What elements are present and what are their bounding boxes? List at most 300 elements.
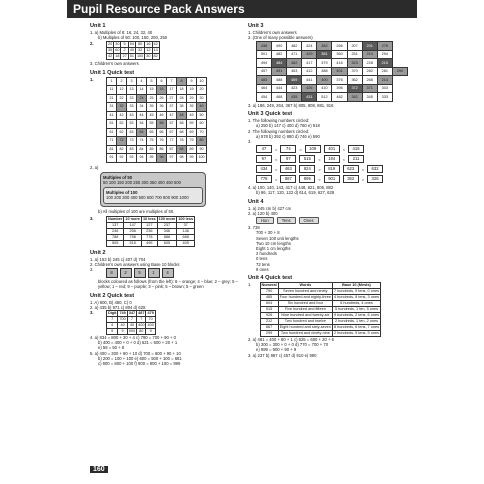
table-cell: 323 [347,59,362,68]
table-cell: 2 [117,77,127,86]
table-cell: 51 [107,120,117,129]
table-cell: 900 [128,329,136,334]
table-cell: 23 [127,94,137,103]
unit3-grid [256,41,408,102]
table-cell: 84 [137,145,147,154]
table-header: Number [108,216,123,221]
number-box: 194 [324,155,340,163]
table-cell: 75 [147,137,157,146]
table-header: 10 less [142,216,156,221]
left-column [90,20,240,366]
table-cell: 55 [147,120,157,129]
table-cell: 77 [167,137,177,146]
table-cell: 7 hundreds, 9 tens, 0 ones [334,288,379,293]
table-cell: 396 [332,84,347,93]
table-header: Words [278,282,332,288]
table-cell: 80 [137,329,146,335]
unit2-q3-label: 3. [90,267,94,273]
bubble-title-50: Multiples of 50 [103,174,133,180]
table-cell: 444 [272,84,287,93]
answer-line: 4. a) 834 = 800 + 30 + 4 c) 790 = 700 + 90 + 0 [90,335,176,341]
table-cell: 127 [141,222,157,228]
answer-line: e) 58 = 50 + 8 [98,345,125,351]
bubble-title-100: Multiples of 100 [106,190,138,196]
table-cell: 54 [129,42,134,47]
table-cell: Seven hundred and ninety [278,288,332,294]
unit3-q3: 3. a) 186, 249, 264, 367 b) 805, 808, 881, 916 [248,102,334,108]
table-cell: 333 [377,93,392,102]
table-cell: 360 [332,50,347,59]
table-cell: 60 [115,48,120,53]
unit2qt-q5 [90,351,240,367]
table-cell: Four hundred and eighty-three [279,294,331,299]
unit2-q3-text: blocks coloured as follows (from the left): 8 – orange; 4 – blue; 2 – grey; 5 – yellow; 1 – red; 9 – purple; 3 – pink; 5 – brown; 5 – green [98,279,238,290]
unit2-q2: 2. Children's own answers using Base 10 blocks [90,262,180,268]
answer-line: 8 ones [256,266,269,272]
table-cell: 457 [257,67,272,76]
place-value-label: Ones [299,217,319,224]
table-cell: 12 [146,48,151,53]
table-cell: 346 [157,228,177,234]
table-cell: 93 [127,154,137,163]
table-cell: 9 [187,77,197,86]
table-cell: 146 [177,228,195,234]
table-cell: Two hundred and twelve [278,318,332,324]
base10-blocks [106,268,174,278]
table-row [107,240,195,246]
table-cell: 246 [107,228,124,234]
table-cell: 41 [107,111,117,120]
unit1-heading: Unit 1 [90,23,106,29]
comparison-sign: < [342,156,346,162]
table-cell: 379 [317,59,332,68]
bubble-line-50: 50 100 150 200 250 300 350 400 450 500 [103,180,182,186]
base10-block: 8 [106,268,118,278]
table-cell: 25 [147,94,157,103]
place-value-label: Tens [277,217,296,224]
table-cell: 79 [187,137,197,146]
table-cell: 342 [347,93,362,102]
table-header: 347 [128,311,136,316]
answer-line: Two 10 cm lengths [256,240,291,246]
right-column [248,20,408,358]
table-cell: 58 [177,120,187,129]
table-cell: 36 [157,103,167,112]
unit1qt-q2b: b) All multiples of 100 are multiples of 50. [98,208,175,214]
unit4qt-q1-label: 1. [248,281,252,287]
table-cell: 18 [177,86,187,95]
digit-value-table [106,310,156,335]
unit1-q1b: b) Multiples of 50: 100, 150, 200, 250 [98,35,168,41]
table-cell: 372 [347,84,362,93]
table-cell: 256 [124,228,142,234]
table-cell: 40 [129,48,134,53]
table-cell: 201 [362,42,377,51]
table-row [107,86,207,95]
number-box: 463 [280,165,296,173]
base10-block: 4 [162,268,174,278]
table-cell: 276 [377,42,392,51]
table-cell: 3 [127,77,137,86]
answer-line: Eight 1 cm lengths [256,245,291,251]
table-cell: 4 [107,323,118,329]
table-cell: 15 [147,86,157,95]
table-cell: 73 [127,137,137,146]
unit3qt-q3-label: 3. [248,138,252,144]
table-cell: 42 [153,42,158,47]
unit4qt-heading: Unit 4 Quick test [248,274,293,281]
table-cell: 92 [117,154,127,163]
table-row [257,84,408,93]
table-row [107,128,207,137]
compare-row [256,175,408,183]
table-cell: Six hundred and four [278,300,332,306]
table-cell: 21 [107,94,117,103]
table-cell: 6 hundreds, 4 ones [333,300,381,306]
table-header: Base 10 (Mests) [333,282,381,288]
base10-block: 1 [148,268,160,278]
answer-line: 2. a) 481 = 400 + 80 + 1 c) 625 = 600 + 20 + 5 [248,336,334,342]
comparison-sign: < [318,156,321,162]
table-cell: 42 [117,111,127,120]
number-box: 211 [348,155,364,163]
table-cell: 51 [129,54,134,59]
table-cell: 89 [187,145,197,154]
table-row [107,94,207,103]
table-cell: 60 [197,120,207,129]
table-cell: 436 [257,42,272,51]
table-cell: 19 [187,86,197,95]
unit4-q2: 2. a) 120 b) 400 [248,210,278,216]
table-cell: 80 [135,42,144,48]
table-header: Numeral [261,282,277,287]
table-cell: 236 [141,228,157,234]
comparison-sign: < [361,166,365,172]
table-header: Digit [108,311,117,316]
table-cell: 400 [138,323,145,328]
unit2qt-q4 [90,335,240,351]
table-cell: 515 [124,240,142,246]
table-cell: 228 [362,59,377,68]
unit1qt-heading: Unit 1 Quick test [90,69,135,76]
table-cell: 9 hundreds, 2 tens, 6 ones [334,312,379,317]
table-cell: Nine hundred and twenty-six [278,312,332,318]
table-cell: 2 hundreds, 1 ten, 2 ones [333,318,381,324]
table-cell: 100 [136,54,144,59]
table-cell: 99 [187,154,197,163]
table-cell: 435 [287,93,302,102]
comparison-sign: < [342,146,346,152]
unit3-q2: 2. (One of many possible answers) [248,35,313,41]
table-cell: 57 [167,120,177,129]
table-cell: 20 [108,42,113,47]
comparison-sign: < [318,176,321,182]
unit3qt-q1a: a) 250 b) 147 c) 400 d) 760 e) 918 [256,123,320,129]
table-cell: 410 [317,84,332,93]
number-box: 824 [299,165,315,173]
table-cell: 798 [124,234,142,240]
answer-line: 72 tens [256,261,270,267]
table-cell: 66 [157,128,167,137]
compare-row [256,165,408,173]
table-cell: 46 [157,111,167,120]
table-cell: 61 [107,128,117,137]
table-cell: 31 [107,103,117,112]
table-cell: 282 [362,67,377,76]
more-less-table [106,216,195,247]
table-cell: 362 [347,76,362,85]
table-cell: 42 [108,54,113,59]
unit2-q1: 1. a) 153 b) 245 c) 407 d) 704 [90,256,146,262]
table-cell: 4 [137,77,147,86]
unit1-grid [106,41,160,60]
table-cell: 27 [167,94,177,103]
table-cell: 48 [177,111,187,120]
table-cell: 345 [362,93,377,102]
table-cell: 18 [115,54,120,59]
table-cell: 2 [121,48,128,54]
table-cell: 83 [127,145,137,154]
unit1-q1a: 1. a) Multiples of 8: 16, 24, 32, 40 [90,30,153,35]
table-header: 100 less [178,216,194,221]
table-cell: 484 [272,59,287,68]
table-cell: 9 [107,329,118,335]
table-cell: 405 [177,240,195,246]
table-row [257,93,408,102]
table-cell: 429 [302,50,317,59]
answer-line: 3. 738 [248,225,260,231]
table-cell: 207 [347,42,362,51]
table-cell: 80 [197,137,207,146]
table-cell: 78 [177,137,187,146]
table-cell: 81 [107,145,117,154]
base10-block: 5 [134,268,146,278]
unit3-heading: Unit 3 [248,23,264,29]
unit3-q1: 1. Children's own answers [248,30,297,35]
unit2qt-heading: Unit 2 Quick test [90,292,135,299]
table-cell: 56 [157,120,167,129]
table-cell: 63 [127,128,137,137]
table-cell: 604 [260,300,278,306]
table-row [107,111,207,120]
table-cell: 371 [362,84,377,93]
table-cell: 44 [137,111,147,120]
table-header: 10 more [125,216,140,221]
table-cell: 482 [287,42,302,51]
table-cell: 212 [260,318,278,324]
page-header: Pupil Resource Pack Answers [67,0,417,18]
number-box: 47 [256,145,272,153]
table-cell: 29 [187,94,197,103]
table-cell: 54 [137,120,147,129]
table-cell: 62 [117,128,127,137]
number-box: 326 [367,175,383,183]
table-cell: Five hundred and fifteen [278,306,332,312]
table-cell: 454 [257,93,272,102]
table-cell: 53 [127,120,137,129]
table-cell: 33 [127,103,137,112]
table-cell: 495 [141,240,157,246]
table-cell: 867 [260,324,278,330]
table-cell: 72 [117,137,127,146]
table-cell: 9 [118,329,127,335]
page-number: 160 [90,466,108,473]
number-box: 623 [343,165,359,173]
table-cell: 43 [127,111,137,120]
table-cell: 423 [287,84,302,93]
compare-row [256,155,408,163]
table-cell: 71 [107,137,117,146]
number-box: 97 [256,155,272,163]
table-cell: 90 [197,145,207,154]
table-cell: 210 [362,50,377,59]
table-cell: 98 [177,154,187,163]
table-cell: 490 [272,42,287,51]
answer-line: 2 hundreds [256,251,277,257]
table-cell: 7 [127,317,136,323]
table-cell: 16 [157,86,167,95]
table-cell: 8 [177,77,187,86]
table-header: 100 more [158,216,176,221]
table-cell: 9 [146,329,155,335]
table-cell: 37 [177,222,195,228]
table-cell: 483 [257,76,272,85]
unit3qt-q2: 2. The following numbers circled: [248,128,310,134]
table-cell: 96 [157,154,167,163]
table-cell: 14 [137,86,147,95]
table-cell: 431 [302,93,317,102]
table-cell: 40 [127,323,136,329]
number-box: 819 [324,165,340,173]
unit1qt-q3-num: 3. [90,215,94,221]
table-cell: 382 [317,42,332,51]
table-row [260,330,380,336]
table-cell: 214 [377,76,392,85]
table-cell: 790 [260,288,278,294]
table-cell: 20 [197,86,207,95]
table-cell: 10 [197,77,207,86]
hundred-square [106,77,207,163]
inner-bubble [103,187,203,203]
table-cell: 100 [197,154,207,163]
table-cell: 485 [260,294,278,300]
number-box: 362 [343,175,359,183]
table-row [107,145,207,154]
table-row [257,67,408,76]
number-box: 74 [280,145,296,153]
table-cell: 266 [332,42,347,51]
answer-line: Seven 100 unit lengths [256,235,299,241]
unit3qt-q1: 1. The following numbers circled: [248,118,310,124]
unit2qt-q1: 1. A) 800, B) 480, C) 0 [90,299,132,305]
table-row [107,329,156,335]
table-cell: 35 [108,48,113,53]
table-cell: 69 [187,128,197,137]
table-cell: 27 [122,54,127,59]
answer-line: e) 999 = 900 + 90 + 9 [256,347,297,353]
table-cell: 22 [117,94,127,103]
table-cell: 24 [137,94,147,103]
comparison-sign: > [318,166,321,172]
table-cell: 59 [187,120,197,129]
table-cell: 376 [332,76,347,85]
table-cell: 505 [107,240,124,246]
table-cell: 28 [177,94,187,103]
table-cell: 400 [317,76,332,85]
table-cell: 501 [257,50,272,59]
table-cell: 700 [119,317,126,322]
table-cell: 7 [167,77,177,86]
table-cell: 1 [107,77,117,86]
number-box: 434 [256,165,272,173]
table-cell: 88 [177,145,187,154]
table-row [107,137,207,146]
table-cell: 388 [317,67,332,76]
unit4-q1: 1. a) 245 cm b) 427 cm [248,205,292,211]
table-cell: 30 [115,42,120,47]
table-cell: 47 [167,111,177,120]
table-cell: 91 [107,154,117,163]
compare-rows [248,145,408,183]
table-cell: 32 [117,103,127,112]
unit2qt-q2: 2. a) 435 b) 971 c) 804 d) 628 [90,304,146,310]
table-cell: 39 [187,103,197,112]
number-box: 887 [280,175,296,183]
table-cell: 35 [147,103,157,112]
table-cell: 471 [287,50,302,59]
number-box: 416 [348,145,364,153]
number-box: 632 [367,165,383,173]
table-cell: 4 hundreds, 8 tens, 3 ones [334,294,379,299]
comparison-sign: < [275,146,278,152]
table-cell: 464 [257,84,272,93]
table-cell: 30 [146,54,151,59]
table-cell: 86 [157,145,167,154]
table-cell: 12 [117,86,127,95]
table-cell: 52 [117,120,127,129]
table-cell: 299 [260,330,278,336]
table-row [257,42,408,51]
unit1-q3: 3. Children's own answers [90,61,139,67]
table-cell: 268 [362,76,377,85]
unit3qt-q4b: b) 96, 117, 120, 122 d) 614, 619, 627, 628 [256,190,335,196]
table-cell: 37 [167,103,177,112]
table-header: 487 [138,311,145,316]
table-cell: 8 hundreds, 6 tens, 7 ones [334,324,379,329]
table-cell: 462 [287,59,302,68]
table-cell: 30 [197,94,207,103]
table-cell: 34 [137,103,147,112]
unit1qt-q1-num: 1. [90,76,94,82]
unit4qt-q3: 3. a) 237 b) 987 c) 457 d) 910 e) 990 [248,352,317,358]
table-cell: 488 [272,76,287,85]
numeral-words-table [260,282,381,337]
table-cell: 137 [107,222,124,228]
table-cell: 412 [302,67,317,76]
table-cell: 74 [137,137,147,146]
unit4-q3 [248,225,408,272]
unit3qt-heading: Unit 3 Quick test [248,111,293,118]
answer-line: 0 tens [256,256,268,262]
table-cell: 426 [302,84,317,93]
table-cell: 13 [127,86,137,95]
number-box: 109 [305,145,321,153]
number-box: 901 [324,175,340,183]
unit3qt-q2a: a) 578 b) 392 c) 880 d) 746 e) 590 [256,133,320,139]
number-box: 401 [324,145,340,153]
table-cell: 14 [153,48,158,53]
table-cell: 68 [177,128,187,137]
